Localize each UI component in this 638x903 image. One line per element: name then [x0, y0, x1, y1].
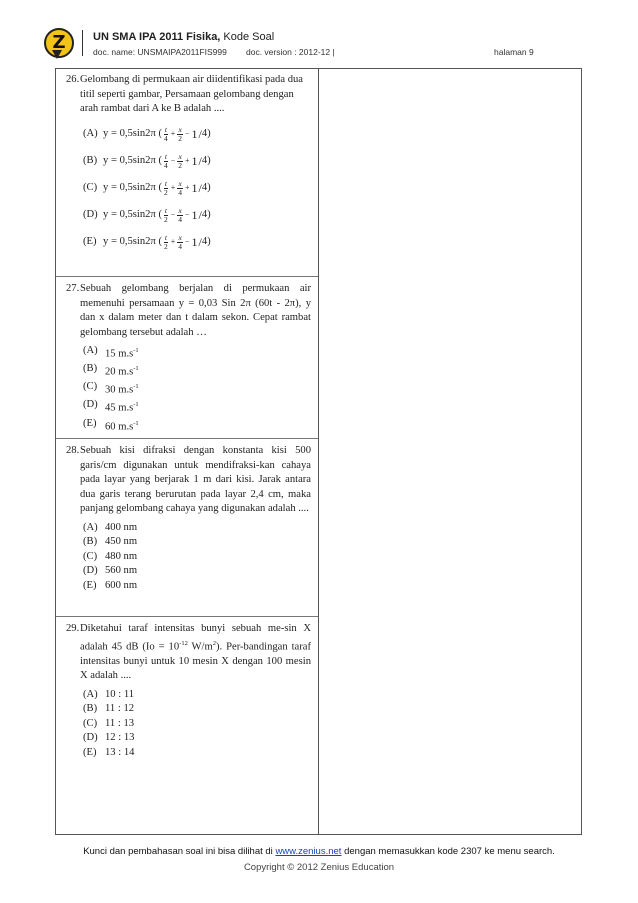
option-item: [83, 717, 311, 732]
option-text: 450 nm: [105, 536, 138, 548]
row-separator: [56, 438, 318, 439]
operator: −: [185, 128, 190, 138]
option-item: [83, 362, 311, 380]
doc-version: doc. version : 2012-12 |: [246, 47, 335, 57]
superscript: -12: [179, 639, 188, 647]
row-separator: [56, 276, 318, 277]
fraction: [177, 126, 183, 143]
fraction-denominator: 4: [178, 187, 183, 197]
option-value: [105, 702, 134, 717]
logo-tail-shape: [52, 50, 62, 59]
option-text: 20 m.s: [105, 366, 134, 378]
zenius-link[interactable]: www.zenius.net: [275, 846, 342, 857]
fraction-slash: /: [198, 126, 202, 141]
question-box: [55, 68, 582, 835]
option-item: [83, 731, 311, 746]
fraction: [177, 234, 183, 251]
fraction-denominator: 2: [178, 160, 183, 170]
fraction-denominator: 2: [164, 214, 168, 224]
option-label: (E): [83, 235, 97, 247]
option-item: [83, 417, 311, 435]
doc-name: doc. name: UNSMAIPA2011FIS999: [93, 47, 227, 57]
fraction: [163, 234, 169, 251]
option-superscript: -1: [133, 365, 139, 373]
question-29: [66, 622, 311, 760]
option-item: [83, 564, 311, 579]
option-label: (C): [83, 381, 98, 393]
fraction-top: 1: [191, 234, 198, 249]
equation-prefix: y = 0,5sin2π (: [103, 235, 162, 247]
equation-close: ): [207, 127, 211, 139]
question-text: Sebuah gelombang berjalan di permukaan air memenuhi persamaan y = 0,03 Sin 2π (60t - 2π), y dan x dalam meter dan t dalam sekon. Cepat rambat gelombang tersebut adalah …: [80, 283, 311, 338]
option-value: [105, 717, 134, 732]
zenius-logo-icon: Z: [44, 28, 74, 58]
option-text: 10 : 11: [105, 688, 135, 700]
operator: −: [185, 209, 190, 219]
fraction-numerator: x: [178, 178, 182, 188]
option-label: (B): [83, 154, 98, 166]
fraction-top: 1: [191, 126, 198, 141]
fraction-numerator: x: [178, 124, 182, 134]
fraction-top: 1: [191, 207, 198, 222]
fraction: [177, 207, 183, 224]
option-label: (D): [83, 208, 98, 220]
fraction-numerator: x: [178, 232, 182, 242]
option-value: [105, 535, 137, 550]
option-value: [105, 398, 139, 416]
question-text: Gelombang di permukaan air diidentifikasi pada dua titil seperti gambar, Persamaan gelombang dengan arah rambat dari A ke B adalah ....: [80, 74, 303, 115]
option-item: [83, 175, 311, 202]
option-item: [83, 702, 311, 717]
option-text: 30 m.s: [105, 384, 134, 396]
option-text: 12 : 13: [105, 732, 135, 744]
fraction: [163, 180, 169, 197]
question-number: 26.: [66, 74, 80, 85]
fraction-numerator: x: [178, 151, 182, 161]
fraction: [177, 180, 183, 197]
text-part: Diketahui taraf intensitas bunyi sebuah me-sin X adalah 45 dB (Io = 10: [80, 623, 311, 653]
option-superscript: -1: [133, 401, 139, 409]
equation-close: ): [207, 235, 211, 247]
option-item: [83, 746, 311, 761]
text-part: W/m: [187, 641, 213, 653]
equation-close: ): [207, 181, 211, 193]
option-item: [83, 521, 311, 536]
fraction-numerator: x: [178, 205, 182, 215]
operator: +: [170, 182, 176, 192]
operator: +: [185, 182, 190, 192]
option-label: (A): [83, 127, 98, 139]
question-text: Sebuah kisi difraksi dengan konstanta kisi 500 garis/cm digunakan untuk mendifraksi-kan cahaya pada layar yang berjarak 1 m dari kisi. Jarak antara dua garis terang berurutan pada layar 2,4 cm, maka panjang gelombang cahaya yang digunakan adalah ....: [80, 445, 311, 515]
option-superscript: -1: [133, 383, 139, 391]
equation-prefix: y = 0,5sin2π (: [103, 208, 162, 220]
fraction-slash: /: [198, 234, 202, 249]
option-text: 600 nm: [105, 579, 138, 591]
question-text: [80, 622, 311, 684]
option-label: (D): [83, 399, 98, 411]
fraction-denominator: 4: [178, 214, 183, 224]
fraction-denominator: 2: [178, 133, 183, 143]
option-label: (D): [83, 732, 98, 744]
footer-note: [0, 846, 638, 857]
fraction-slash: /: [198, 153, 202, 168]
fraction-numerator: t: [164, 178, 167, 188]
text-part: ). Per-bandingan taraf intensitas bunyi untuk 10 mesin X dengan 100 mesin X adalah ....: [80, 641, 311, 682]
footer-text-after: dengan memasukkan kode 2307 ke menu search.: [341, 846, 555, 857]
option-label: (B): [83, 536, 98, 548]
option-value: [105, 731, 134, 746]
fraction: [163, 207, 169, 224]
fraction-numerator: t: [164, 124, 167, 134]
option-item: [83, 550, 311, 565]
fraction-numerator: t: [164, 205, 167, 215]
fraction-denominator: 4: [164, 160, 168, 170]
option-label: (A): [83, 521, 98, 533]
option-label: (E): [83, 746, 97, 758]
equation-close: ): [207, 208, 211, 220]
question-26: [66, 73, 311, 256]
fraction-slash: /: [198, 180, 202, 195]
option-item: [83, 535, 311, 550]
superscript: 2: [212, 639, 216, 647]
option-item: [83, 688, 311, 703]
option-text: 13 : 14: [105, 746, 135, 758]
option-item: [83, 380, 311, 398]
option-list: [83, 344, 311, 434]
option-text: 480 nm: [105, 550, 138, 562]
title-bold: UN SMA IPA 2011 Fisika,: [93, 31, 221, 43]
option-label: (B): [83, 363, 98, 375]
equation-prefix: y = 0,5sin2π (: [103, 127, 162, 139]
option-value: [105, 380, 139, 398]
operator: −: [185, 236, 190, 246]
operator: −: [170, 155, 176, 165]
operator: +: [185, 155, 190, 165]
row-separator: [56, 616, 318, 617]
option-label: (C): [83, 550, 98, 562]
option-label: (C): [83, 717, 98, 729]
page-header: [0, 0, 638, 60]
fraction-denominator: 4: [164, 133, 168, 143]
option-item: [83, 202, 311, 229]
option-item: [83, 344, 311, 362]
option-text: 400 nm: [105, 521, 138, 533]
fraction-denominator: 4: [178, 241, 183, 251]
option-label: (C): [83, 181, 98, 193]
option-value: [105, 564, 137, 579]
option-value: [105, 521, 137, 536]
option-list: [83, 688, 311, 761]
option-text: 15 m.s: [105, 348, 134, 360]
option-superscript: -1: [133, 419, 139, 427]
option-item: [83, 148, 311, 175]
option-label: (A): [83, 345, 98, 357]
option-item: [83, 121, 311, 148]
option-value: [105, 417, 139, 435]
option-item: [83, 398, 311, 416]
fraction: [163, 126, 169, 143]
fraction: [163, 153, 169, 170]
equation-prefix: y = 0,5sin2π (: [103, 154, 162, 166]
fraction-bottom: 4: [201, 154, 208, 166]
option-value: [105, 688, 134, 703]
copyright: Copyright © 2012 Zenius Education: [243, 862, 395, 873]
option-text: 560 nm: [105, 565, 138, 577]
question-number: 27.: [66, 283, 80, 294]
equation-close: ): [207, 154, 211, 166]
fraction-denominator: 2: [164, 187, 168, 197]
fraction-bottom: 4: [201, 181, 208, 193]
page-number: halaman 9: [494, 47, 534, 57]
fraction-top: 1: [191, 153, 198, 168]
option-list: [83, 121, 311, 256]
option-text: 60 m.s: [105, 421, 134, 433]
option-list: [83, 521, 311, 594]
operator: −: [170, 209, 176, 219]
operator: +: [170, 128, 176, 138]
question-27: [66, 282, 311, 435]
fraction-bottom: 4: [201, 208, 208, 220]
option-text: 11 : 12: [105, 703, 135, 715]
option-item: [83, 229, 311, 256]
option-value: [105, 550, 137, 565]
fraction-bottom: 4: [201, 235, 208, 247]
option-item: [83, 579, 311, 594]
fraction-slash: /: [198, 207, 202, 222]
fraction-bottom: 4: [201, 127, 208, 139]
option-label: (D): [83, 565, 98, 577]
option-label: (A): [83, 688, 98, 700]
title-rest: Kode Soal: [220, 31, 275, 43]
fraction: [177, 153, 183, 170]
document-title: [93, 31, 274, 43]
option-superscript: -1: [133, 347, 139, 355]
option-label: (B): [83, 703, 98, 715]
option-value: [105, 746, 134, 761]
column-divider: [318, 69, 319, 834]
option-value: [105, 344, 139, 362]
question-28: [66, 444, 311, 593]
option-text: 11 : 13: [105, 717, 135, 729]
option-text: 45 m.s: [105, 403, 134, 414]
fraction-numerator: t: [164, 232, 167, 242]
option-label: (E): [83, 417, 97, 429]
option-value: [105, 362, 139, 380]
fraction-denominator: 2: [164, 241, 168, 251]
footer-text-before: Kunci dan pembahasan soal ini bisa dilihat di: [83, 846, 276, 857]
fraction-top: 1: [191, 180, 198, 195]
question-number: 29.: [66, 623, 80, 634]
question-number: 28.: [66, 445, 80, 456]
header-divider: [82, 30, 83, 56]
option-value: [105, 579, 137, 594]
equation-prefix: y = 0,5sin2π (: [103, 181, 162, 193]
operator: +: [170, 236, 176, 246]
fraction-numerator: t: [164, 151, 167, 161]
option-label: (E): [83, 579, 97, 591]
